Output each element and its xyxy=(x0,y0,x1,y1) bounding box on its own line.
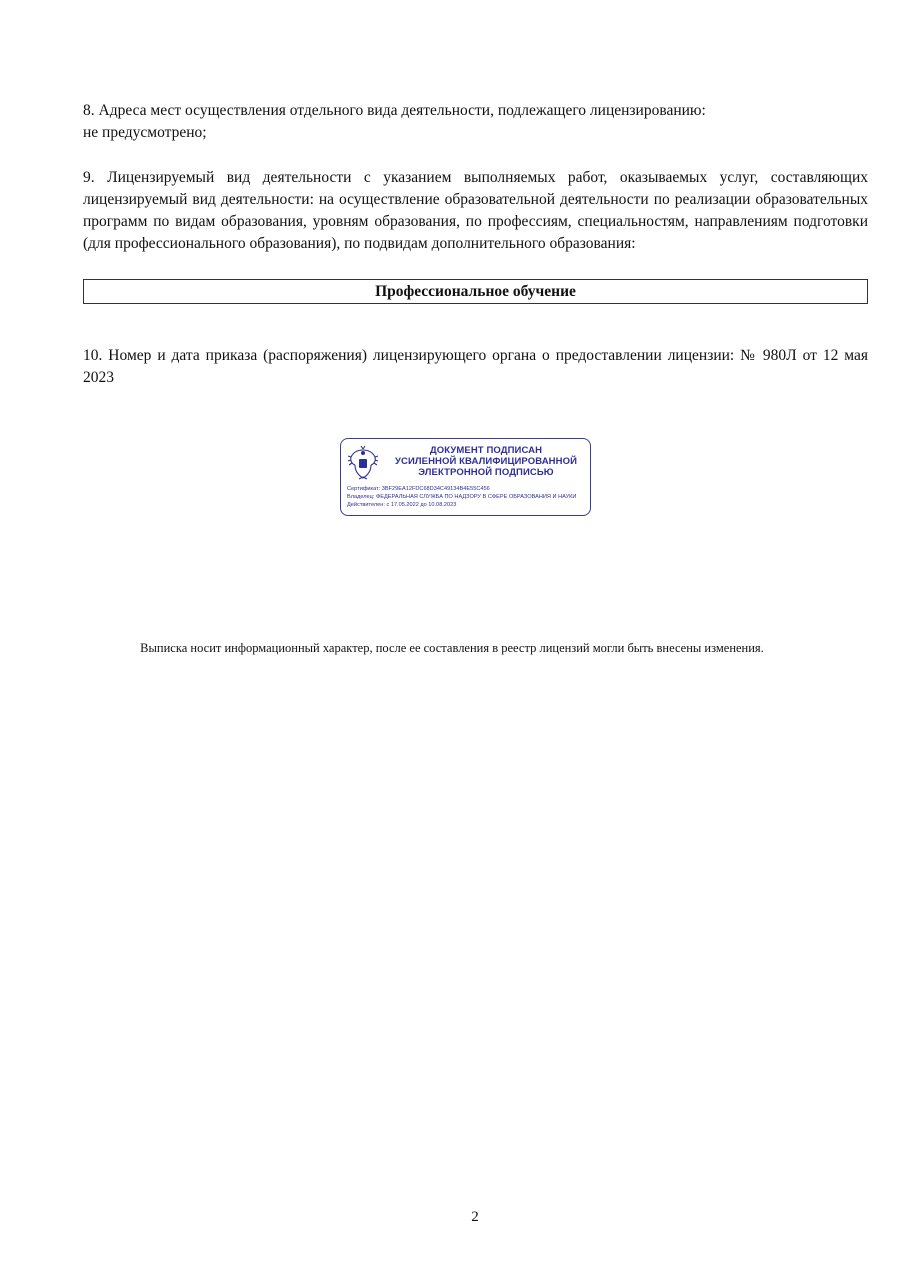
section-10-text: 10. Номер и дата приказа (распоряжения) лицензирующего органа о предоставлении лицензии: № 980Л от 12 мая 2023 xyxy=(83,347,868,386)
stamp-certificate: Сертификат: 3BF29EA12FDC68D34C49134B4E55C456 xyxy=(347,486,490,492)
section-8-heading: 8. Адреса мест осуществления отдельного вида деятельности, подлежащего лицензированию: xyxy=(83,102,706,119)
electronic-signature-stamp xyxy=(340,438,591,516)
page-number: 2 xyxy=(471,1209,479,1225)
section-8 xyxy=(83,100,868,144)
stamp-title xyxy=(385,445,587,478)
disclaimer-note: Выписка носит информационный характер, после ее составления в реестр лицензий могли быть внесены изменения. xyxy=(140,641,764,655)
section-9-text: 9. Лицензируемый вид деятельности с указанием выполняемых работ, оказываемых услуг, составляющих лицензируемый вид деятельности: на осуществление образовательной деятельности по реализации образовательных программ по видам образования, уровням образования, по профессиям, специальностям, направлениям подготовки (для профессионального образования), по подвидам дополнительного образования: xyxy=(83,169,868,252)
stamp-title-line: ДОКУМЕНТ ПОДПИСАН xyxy=(429,445,543,456)
stamp-validity: Действителен: с 17.05.2022 до 10.08.2023 xyxy=(347,502,457,508)
stamp-title-line: ЭЛЕКТРОННОЙ ПОДПИСЬЮ xyxy=(418,467,554,478)
stamp-owner: Владелец: ФЕДЕРАЛЬНАЯ СЛУЖБА ПО НАДЗОРУ В СФЕРЕ ОБРАЗОВАНИЯ И НАУКИ xyxy=(347,494,577,500)
section-8-value: не предусмотрено; xyxy=(83,124,207,141)
stamp-title-line: УСИЛЕННОЙ КВАЛИФИЦИРОВАННОЙ xyxy=(394,456,578,467)
coat-of-arms-icon xyxy=(347,445,379,481)
licensed-activity-cell: Профессиональное обучение xyxy=(83,279,868,304)
